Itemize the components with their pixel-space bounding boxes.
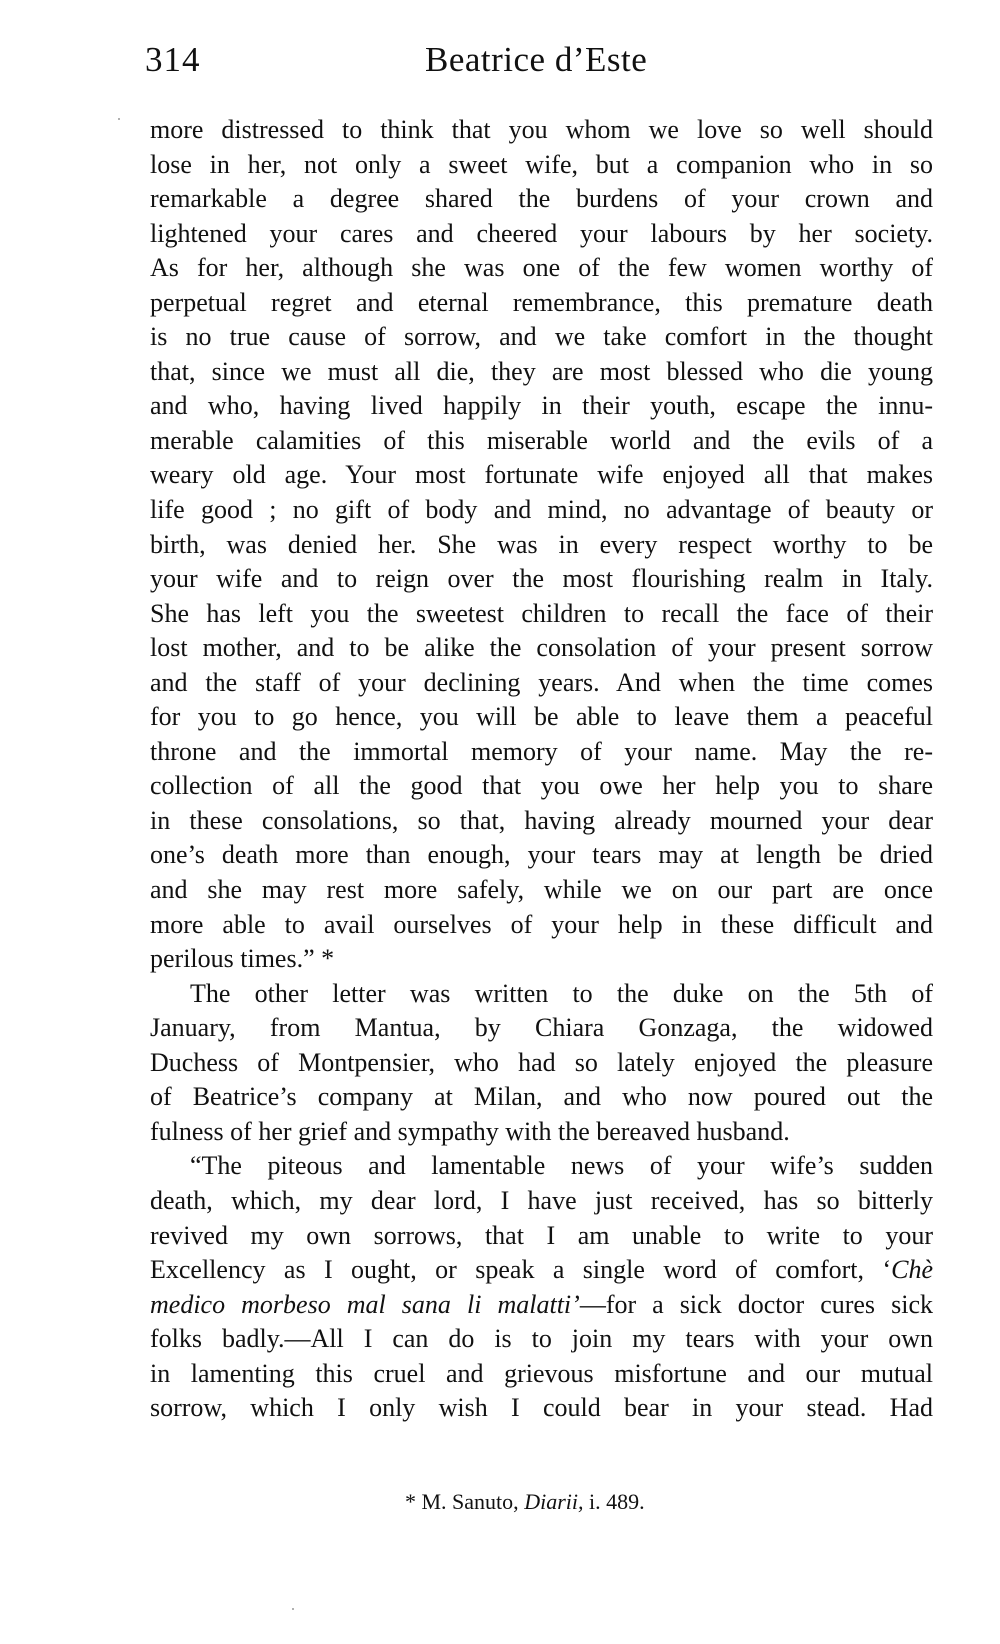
text-line: in lamenting this cruel and grievous misfortune and our mutual <box>150 1358 933 1388</box>
text-line: Duchess of Montpensier, who had so lately enjoyed the pleasure <box>150 1047 933 1077</box>
text-line-with-italic <box>150 1253 933 1288</box>
text-line: your wife and to reign over the most flourishing realm in Italy. <box>150 564 933 594</box>
text-line: death, which, my dear lord, I have just received, has so bitterly <box>150 1185 933 1215</box>
body-text <box>150 113 933 1426</box>
text-segment: —for a sick doctor cures sick <box>579 1289 933 1319</box>
text-line: more able to avail ourselves of your help in these difficult and <box>150 909 933 939</box>
text-line: one’s death more than enough, your tears may at length be dried <box>150 840 933 870</box>
text-line: birth, was denied her. She was in every respect worthy to be <box>150 529 933 559</box>
text-line: She has left you the sweetest children to recall the face of their <box>150 598 933 628</box>
text-line: is no true cause of sorrow, and we take comfort in the thought <box>150 322 933 352</box>
text-line: of Beatrice’s company at Milan, and who now poured out the <box>150 1082 933 1112</box>
text-line: for you to go hence, you will be able to leave them a peaceful <box>150 702 933 732</box>
text-line: As for her, although she was one of the few women worthy of <box>150 253 933 283</box>
text-line: lost mother, and to be alike the consolation of your present sorrow <box>150 633 933 663</box>
text-line: more distressed to think that you whom we love so well should <box>150 115 933 144</box>
text-line: remarkable a degree shared the burdens of your crown and <box>150 184 933 214</box>
footnote <box>405 1489 645 1515</box>
paper-speck <box>292 1608 294 1610</box>
text-line: that, since we must all die, they are most blessed who die young <box>150 356 933 386</box>
text-line: perilous times.” * <box>150 944 335 974</box>
paragraph-start-line: “The piteous and lamentable news of your wife’s sudden <box>190 1151 933 1181</box>
text-line: fulness of her grief and sympathy with the bereaved husband. <box>150 1116 790 1146</box>
text-line: revived my own sorrows, that I am unable to write to your <box>150 1220 933 1250</box>
footnote-ref: i. 489. <box>588 1489 645 1514</box>
running-head: Beatrice d’Este <box>425 40 648 79</box>
footnote-work: Diarii, <box>524 1489 584 1514</box>
text-line: and the staff of your declining years. And when the time comes <box>150 667 933 697</box>
text-line: and who, having lived happily in their youth, escape the innu- <box>150 391 933 421</box>
text-line: throne and the immortal memory of your name. May the re- <box>150 736 933 766</box>
footnote-author: M. Sanuto, <box>421 1489 519 1514</box>
italic-phrase: medico morbeso mal sana li malatti’ <box>150 1289 580 1319</box>
page-header <box>145 40 935 90</box>
text-line-with-italic <box>150 1288 933 1323</box>
text-line: merable calamities of this miserable world and the evils of a <box>150 425 933 455</box>
text-line: sorrow, which I only wish I could bear in your stead. Had <box>150 1393 933 1423</box>
text-line: life good ; no gift of body and mind, no advantage of beauty or <box>150 495 933 525</box>
text-line: weary old age. Your most fortunate wife enjoyed all that makes <box>150 460 933 490</box>
text-line: collection of all the good that you owe her help you to share <box>150 771 933 801</box>
text-line: lose in her, not only a sweet wife, but a companion who in so <box>150 149 933 179</box>
page-number: 314 <box>145 40 201 79</box>
paragraph-start-line: The other letter was written to the duke on the 5th of <box>190 978 933 1008</box>
text-line: January, from Mantua, by Chiara Gonzaga, the widowed <box>150 1013 933 1043</box>
text-line: in these consolations, so that, having already mourned your dear <box>150 805 933 835</box>
text-segment: Excellency as I ought, or speak a single word of comfort, ‘ <box>150 1255 892 1285</box>
text-line: folks badly.—All I can do is to join my tears with your own <box>150 1324 933 1354</box>
footnote-mark: * <box>405 1489 416 1514</box>
italic-phrase: Chè <box>891 1255 933 1285</box>
text-line: and she may rest more safely, while we on our part are once <box>150 875 933 905</box>
paper-speck <box>118 118 120 120</box>
text-line: perpetual regret and eternal remembrance, this premature death <box>150 287 933 317</box>
text-line: lightened your cares and cheered your labours by her society. <box>150 218 933 248</box>
